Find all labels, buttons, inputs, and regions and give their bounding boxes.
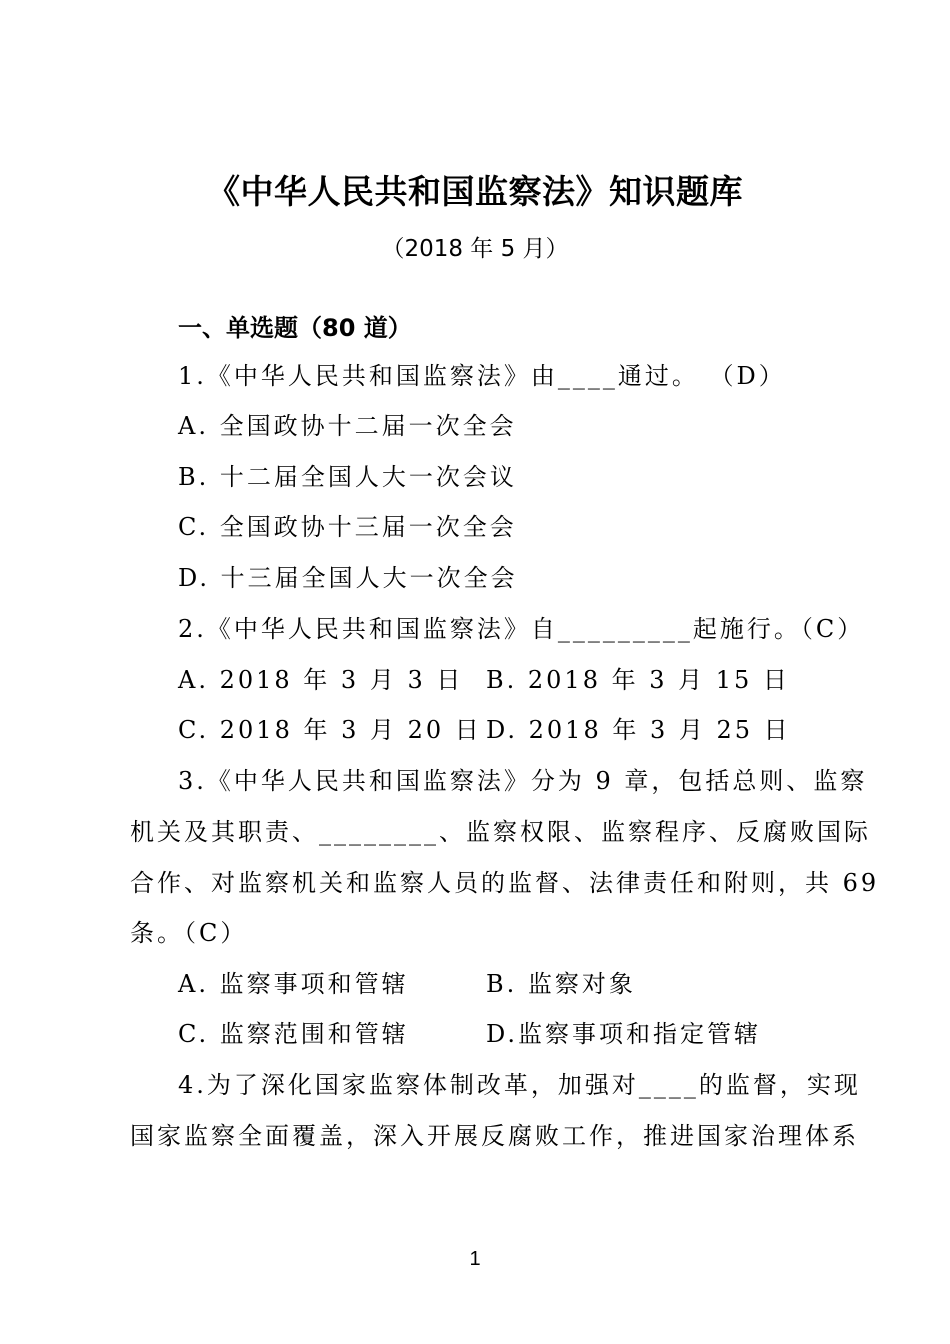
question-2-option-d: D. 2018 年 3 月 25 日 [486, 716, 791, 744]
question-2-option-a: A. 2018 年 3 月 3 日 [178, 666, 464, 694]
question-2-stem: 2.《中华人民共和国监察法》自_________起施行。（C） [178, 615, 865, 643]
section-heading: 一、单选题（80 道） [178, 314, 412, 342]
question-2-option-b: B. 2018 年 3 月 15 日 [486, 666, 790, 694]
question-4-stem-line-1: 4.为了深化国家监察体制改革，加强对____的监督，实现 [178, 1071, 861, 1099]
question-3-stem-line-4: 条。（C） [130, 919, 248, 947]
page-number: 1 [469, 1248, 481, 1270]
question-3-stem-line-3: 合作、对监察机关和监察人员的监督、法律责任和附则，共 69 [130, 869, 880, 897]
question-2-option-c: C. 2018 年 3 月 20 日 [178, 716, 482, 744]
question-3-option-a: A. 监察事项和管辖 [178, 970, 409, 998]
question-3-option-c: C. 监察范围和管辖 [178, 1020, 409, 1048]
question-1-option-c: C. 全国政协十三届一次全会 [178, 513, 517, 541]
question-1-stem: 1.《中华人民共和国监察法》由____通过。 （D） [178, 362, 786, 390]
question-4-stem-line-2: 国家监察全面覆盖，深入开展反腐败工作，推进国家治理体系 [130, 1122, 859, 1150]
question-3-stem-line-1: 3.《中华人民共和国监察法》分为 9 章，包括总则、监察 [178, 767, 868, 795]
question-3-option-d: D.监察事项和指定管辖 [486, 1020, 762, 1048]
question-1-option-a: A. 全国政协十二届一次全会 [178, 412, 517, 440]
question-3-option-b: B. 监察对象 [486, 970, 636, 998]
question-1-option-b: B. 十二届全国人大一次会议 [178, 463, 517, 491]
document-date: （2018 年 5 月） [381, 236, 569, 262]
document-title: 《中华人民共和国监察法》知识题库 [207, 172, 743, 211]
question-1-option-d: D. 十三届全国人大一次全会 [178, 564, 518, 592]
question-3-stem-line-2: 机关及其职责、________、监察权限、监察程序、反腐败国际 [130, 818, 871, 846]
